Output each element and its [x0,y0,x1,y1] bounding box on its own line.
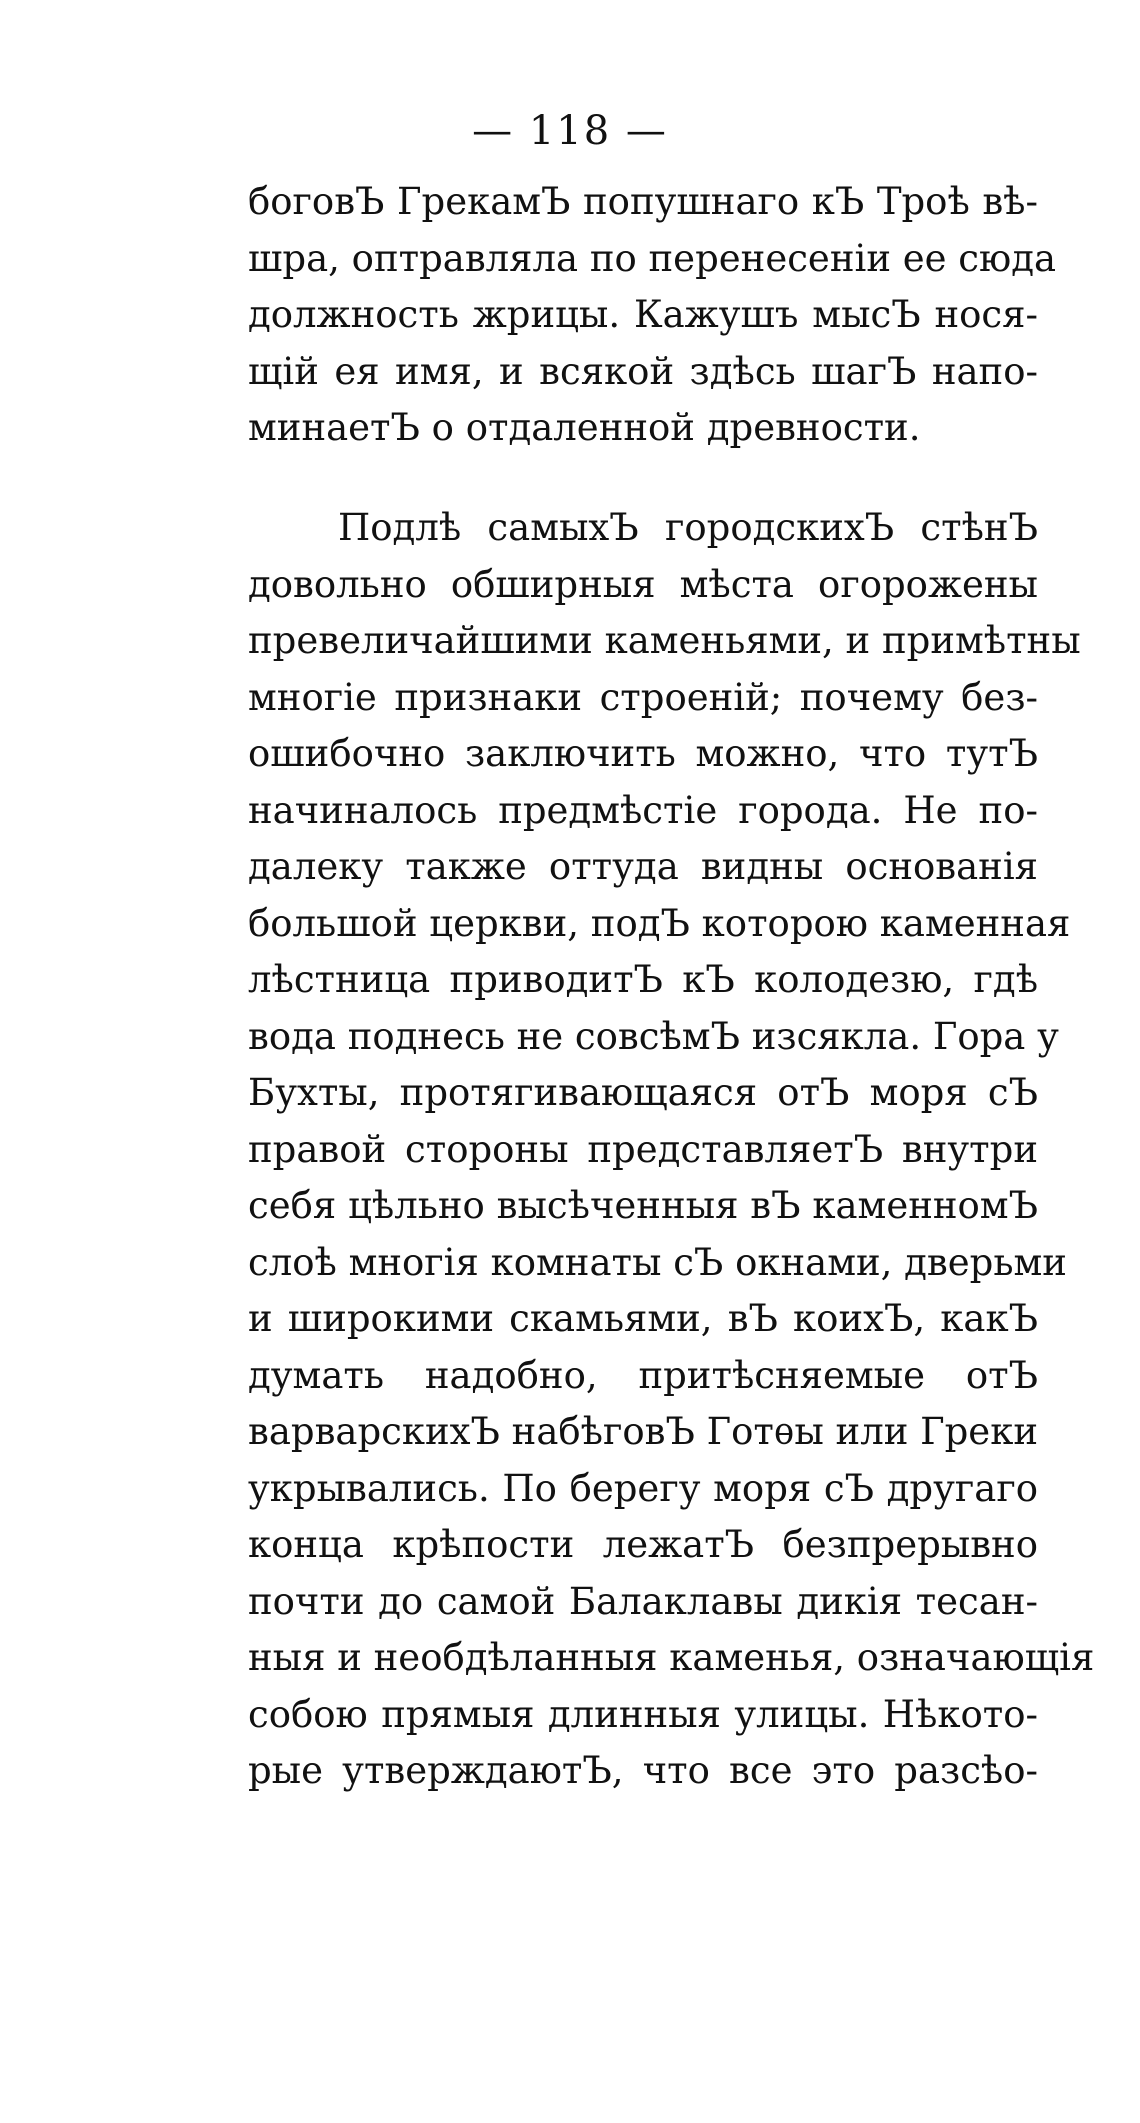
text-line: укрывались. По берегу моря сЪ другаго [248,1466,1038,1510]
text-line: лѣстница приводитЪ кЪ колодезю, гдѣ [248,958,1038,1001]
text-line: начиналось предмѣстiе города. Не по- [248,788,1038,832]
text-line: Подлѣ самыхЪ городскихЪ стѣнЪ [338,506,1038,549]
text-line: рые утверждаютЪ, что все это разсѣо- [248,1749,1038,1792]
text-line: почти до самой Балаклавы дикiя тесан- [248,1579,1038,1623]
text-line: довольно обширныя мѣста огорожены [248,562,1038,606]
text-line: себя цѣльно высѣченныя вЪ каменномЪ [248,1184,1038,1227]
text-line: слоѣ многiя комнаты сЪ окнами, дверьми [248,1240,1067,1284]
page-number: — 118 — [472,108,668,154]
paragraph-2 [248,500,1095,1800]
text-line: большой церкви, подЪ которою каменная [248,901,1071,945]
text-line: далеку также оттуда видны основанiя [248,845,1038,888]
paragraph-1 [248,174,1057,457]
text-line: ошибочно заключить можно, что тутЪ [248,732,1038,775]
text-line: щiй ея имя, и всякой здѣсь шагЪ напо- [248,349,1038,393]
text-line: минаетЪ о отдаленной древности. [248,406,921,449]
text-line: думать надобно, притѣсняемые отЪ [248,1353,1038,1397]
text-line: собою прямыя длинныя улицы. Нѣкото- [248,1692,1038,1736]
text-line: многiе признаки строенiй; почему без- [248,675,1038,719]
text-line: должность жрицы. Кажушъ мысЪ нося- [248,293,1038,336]
text-line: вода поднесь не совсѣмЪ изсякла. Гора у [248,1014,1059,1058]
text-line: варварскихЪ набѣговЪ Готѳы или Греки [248,1410,1038,1453]
text-line: шра, оптравляла по перенесенiи ее сюда [248,236,1057,280]
text-line: и широкими скамьями, вЪ коихЪ, какЪ [248,1297,1038,1340]
text-line: конца крѣпости лежатЪ безпрерывно [248,1523,1038,1566]
text-line: превеличайшими каменьями, и примѣтны [248,619,1081,662]
text-line: ныя и необдѣланныя каменья, означающiя [248,1636,1095,1679]
text-line: боговЪ ГрекамЪ попушнаго кЪ Троѣ вѣ- [248,180,1038,223]
text-line: Бухты, протягивающаяся отЪ моря сЪ [248,1071,1038,1114]
text-line: правой стороны представляетЪ внутри [248,1127,1038,1171]
